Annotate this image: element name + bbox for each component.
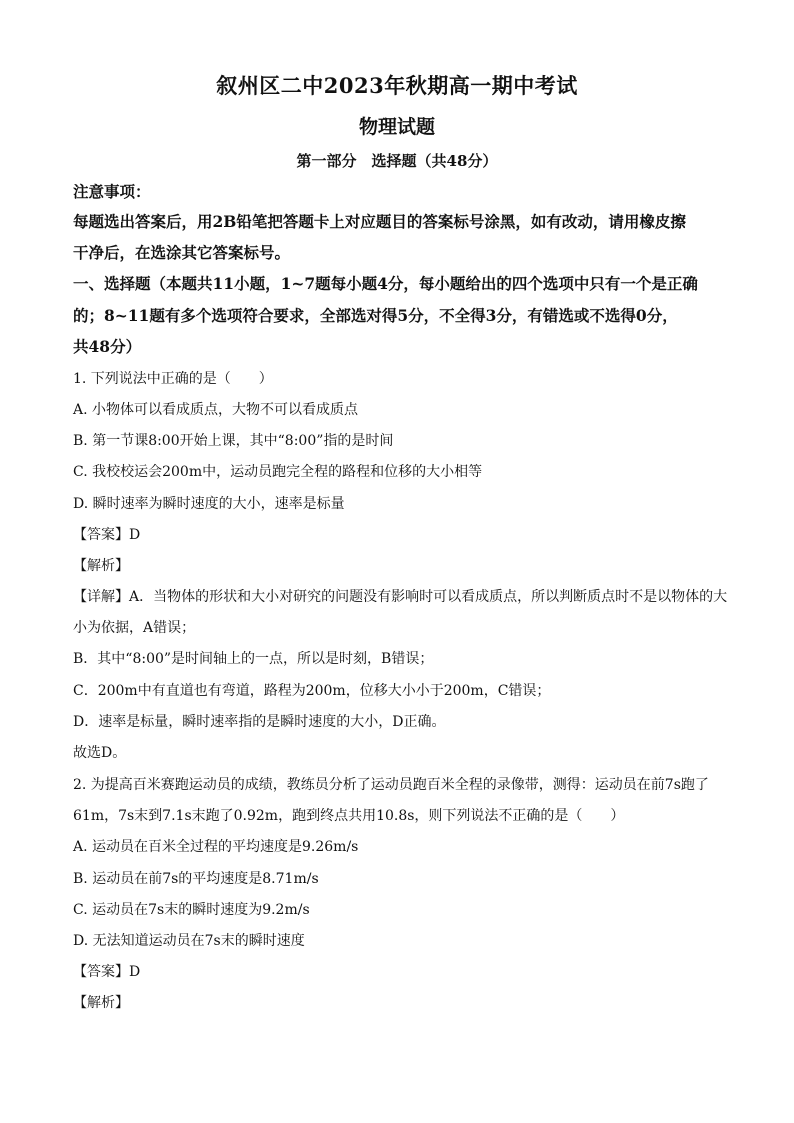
q2-option-c: C. 运动员在7s末的瞬时速度为9.2m/s xyxy=(73,902,310,918)
detail-label: 【详解】 xyxy=(73,589,129,605)
q2-answer xyxy=(73,962,140,982)
q1-detail xyxy=(73,587,727,607)
q2-option-b: B. 运动员在前7s的平均速度是8.71m/s xyxy=(73,871,319,887)
answer-label: 【答案】 xyxy=(73,964,129,980)
q2-analysis-label: 【解析】 xyxy=(73,995,129,1011)
q1-detail: B．其中“8:00”是时间轴上的一点，所以是时刻，B错误； xyxy=(73,651,434,667)
q1-option-d: D. 瞬时速率为瞬时速度的大小，速率是标量 xyxy=(73,496,345,512)
q1-option-b: B. 第一节课8:00开始上课，其中“8:00”指的是时间 xyxy=(73,433,394,449)
notice-heading: 注意事项： xyxy=(73,182,151,201)
notice-line: 每题选出答案后，用2B铅笔把答题卡上对应题目的答案标号涂黑，如有改动，请用橡皮擦 xyxy=(73,212,686,231)
section-instructions: 一、选择题（本题共11小题，1~7题每小题4分，每小题给出的四个选项中只有一个是正确 xyxy=(73,274,698,293)
exam-title: 叙州区二中2023年秋期高一期中考试 xyxy=(216,73,578,98)
answer-value: D xyxy=(129,527,141,543)
q1-option-c: C. 我校校运会200m中，运动员跑完全程的路程和位移的大小相等 xyxy=(73,464,483,480)
answer-label: 【答案】 xyxy=(73,527,129,543)
q2-option-d: D. 无法知道运动员在7s末的瞬时速度 xyxy=(73,933,305,949)
subject-title: 物理试题 xyxy=(358,116,435,138)
part-heading: 第一部分 选择题（共48分） xyxy=(296,152,498,170)
question-2-stem: 61m，7s末到7.1s末跑了0.92m，跑到终点共用10.8s，则下列说法不正确的是（ ） xyxy=(73,808,625,824)
detail-text: A．当物体的形状和大小对研究的问题没有影响时可以看成质点，所以判断质点时不是以物体的大 xyxy=(129,589,728,605)
section-instructions: 共48分） xyxy=(73,337,142,356)
q1-answer xyxy=(73,525,140,545)
question-1-stem: 1. 下列说法中正确的是（ ） xyxy=(73,371,273,387)
notice-line: 干净后，在选涂其它答案标号。 xyxy=(73,243,291,262)
q1-detail: C．200m中有直道也有弯道，路程为200m，位移大小小于200m，C错误； xyxy=(73,683,551,699)
q1-detail: 小为依据，A错误； xyxy=(73,620,196,636)
answer-value: D xyxy=(129,964,141,980)
q1-analysis-label: 【解析】 xyxy=(73,558,129,574)
q1-detail: D．速率是标量，瞬时速率指的是瞬时速度的大小，D正确。 xyxy=(73,714,446,730)
q1-conclusion: 故选D。 xyxy=(73,745,127,761)
q1-option-a: A. 小物体可以看成质点，大物不可以看成质点 xyxy=(73,402,359,418)
question-2-stem: 2. 为提高百米赛跑运动员的成绩，教练员分析了运动员跑百米全程的录像带，测得：运动员在前7s跑了 xyxy=(73,777,709,793)
q2-option-a: A. 运动员在百米全过程的平均速度是9.26m/s xyxy=(73,839,359,855)
section-instructions: 的；8~11题有多个选项符合要求，全部选对得5分，不全得3分，有错选或不选得0分， xyxy=(73,306,678,325)
